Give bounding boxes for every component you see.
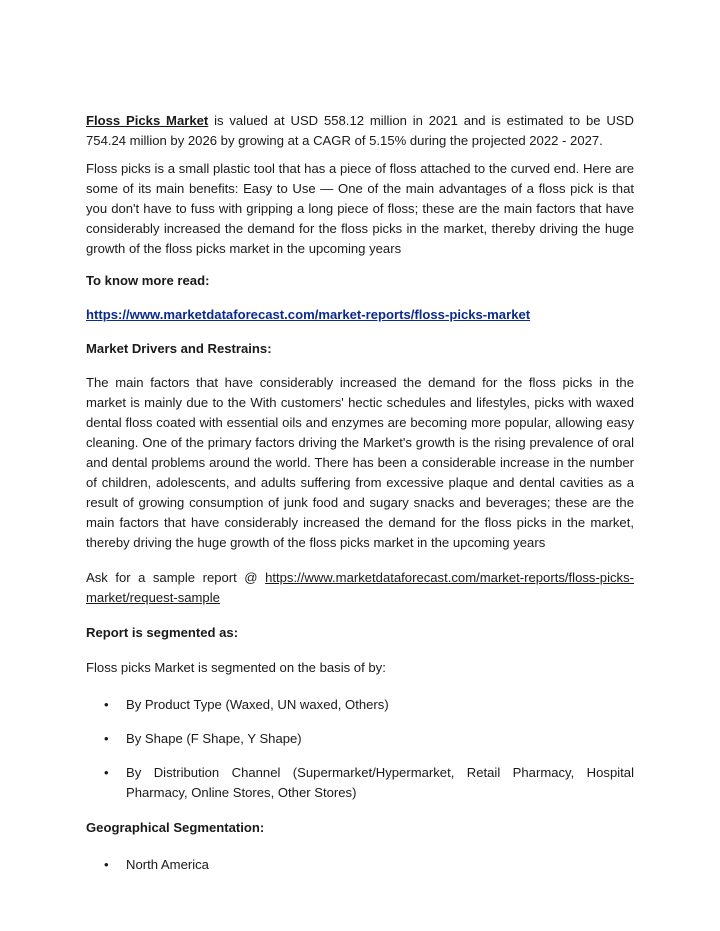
sample-paragraph: [86, 568, 634, 608]
know-more-link-line: [86, 305, 634, 325]
list-item: [86, 763, 634, 803]
sample-link[interactable]: https://www.marketdataforecast.com/market-reports/floss-picks-market/request-sample: [86, 570, 634, 605]
list-item: [86, 695, 634, 715]
list-item-text: By Shape (F Shape, Y Shape): [126, 731, 302, 746]
description-paragraph: Floss picks is a small plastic tool that has a piece of floss attached to the curved end. Here are some of its main benefits: Easy to Use — One of the main advantages of a floss pick is that you don't have to fuss with gripping a long piece of floss; these are the main factors that have considerably increased the demand for the floss picks in the market, thereby driving the huge growth of the floss picks market in the upcoming years: [86, 161, 634, 256]
geo-heading: Geographical Segmentation:: [86, 820, 265, 835]
segmentation-intro: Floss picks Market is segmented on the basis of by:: [86, 660, 386, 675]
segmentation-heading: Report is segmented as:: [86, 625, 239, 640]
bullet-icon: •: [104, 857, 109, 872]
document-page: [86, 111, 634, 875]
market-name-link[interactable]: Floss Picks Market: [86, 113, 209, 128]
list-item: [86, 855, 634, 875]
drivers-paragraph: The main factors that have considerably increased the demand for the floss picks in the market is mainly due to the With customers' hectic schedules and lifestyles, picks with waxed dental floss coated with essential oils and enzymes are becoming more popular, allowing easy cleaning. One of the primary factors driving the Market's growth is the rising prevalence of oral and dental problems around the world. There has been a considerable increase in the number of children, adolescents, and adults suffering from excessive plaque and dental cavities as a result of growing consumption of junk food and sugary snacks and beverages; these are the main factors that have considerably increased the demand for the floss picks in the market, thereby driving the huge growth of the floss picks market in the upcoming years: [86, 375, 634, 550]
report-link[interactable]: https://www.marketdataforecast.com/market-reports/floss-picks-market: [86, 307, 531, 322]
list-item: [86, 729, 634, 749]
segmentation-list: [86, 695, 634, 803]
bullet-icon: •: [104, 765, 109, 780]
list-item-text: North America: [126, 857, 209, 872]
sample-prefix: Ask for a sample report @: [86, 570, 266, 585]
intro-text: is valued at USD 558.12 million in 2021 and is estimated to be USD 754.24 million by 2026 by growing at a CAGR of 5.15% during the projected 2022 - 2027.: [86, 113, 634, 148]
intro-paragraph: [86, 111, 634, 151]
bullet-icon: •: [104, 731, 109, 746]
drivers-heading: Market Drivers and Restrains:: [86, 341, 272, 356]
know-more-label: To know more read:: [86, 273, 210, 288]
list-item-text: By Distribution Channel (Supermarket/Hypermarket, Retail Pharmacy, Hospital Pharmacy, Online Stores, Other Stores): [126, 765, 634, 800]
list-item-text: By Product Type (Waxed, UN waxed, Others): [126, 697, 389, 712]
bullet-icon: •: [104, 697, 109, 712]
geo-list: [86, 855, 634, 875]
